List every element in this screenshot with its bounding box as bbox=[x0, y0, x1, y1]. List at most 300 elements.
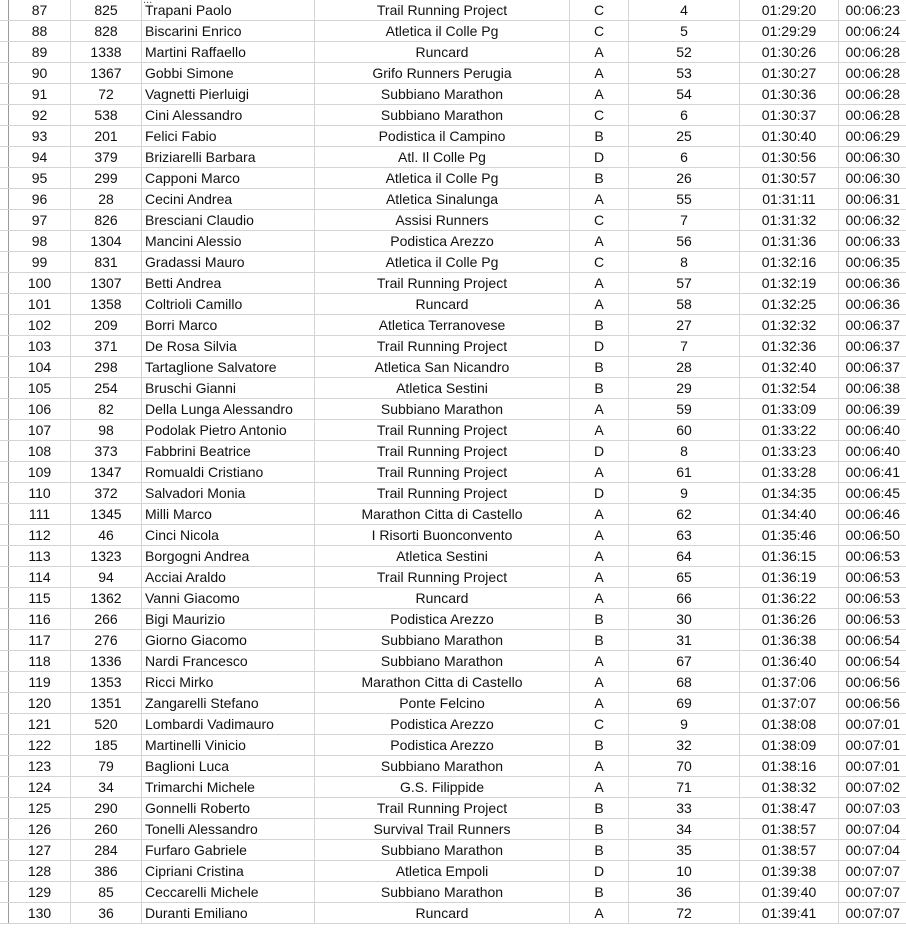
cell-athlete-name[interactable]: Salvadori Monia bbox=[142, 483, 315, 504]
cell-team[interactable]: Atletica Empoli bbox=[315, 861, 570, 882]
cell-position[interactable]: 104 bbox=[9, 357, 71, 378]
cell-category[interactable]: A bbox=[570, 525, 629, 546]
cell-category[interactable]: A bbox=[570, 63, 629, 84]
row-header-edge[interactable] bbox=[0, 399, 9, 420]
cell-athlete-name[interactable]: Gradassi Mauro bbox=[142, 252, 315, 273]
cell-athlete-name[interactable]: Cinci Nicola bbox=[142, 525, 315, 546]
cell-category-position[interactable]: 54 bbox=[629, 84, 740, 105]
cell-category-position[interactable]: 26 bbox=[629, 168, 740, 189]
row-header-edge[interactable] bbox=[0, 315, 9, 336]
row-header-edge[interactable] bbox=[0, 735, 9, 756]
cell-category-position[interactable]: 59 bbox=[629, 399, 740, 420]
cell-category[interactable]: D bbox=[570, 147, 629, 168]
row-header-edge[interactable] bbox=[0, 294, 9, 315]
cell-team[interactable]: Trail Running Project bbox=[315, 462, 570, 483]
cell-category[interactable]: A bbox=[570, 651, 629, 672]
cell-position[interactable]: 128 bbox=[9, 861, 71, 882]
cell-category[interactable]: B bbox=[570, 168, 629, 189]
cell-athlete-name[interactable]: Romualdi Cristiano bbox=[142, 462, 315, 483]
cell-athlete-name[interactable]: Martini Raffaello bbox=[142, 42, 315, 63]
cell-pace[interactable]: 00:06:37 bbox=[839, 357, 906, 378]
cell-athlete-name[interactable]: Giorno Giacomo bbox=[142, 630, 315, 651]
cell-pace[interactable]: 00:06:23 bbox=[839, 0, 906, 21]
cell-category[interactable]: B bbox=[570, 378, 629, 399]
row-header-edge[interactable] bbox=[0, 168, 9, 189]
cell-category-position[interactable]: 10 bbox=[629, 861, 740, 882]
cell-bib-number[interactable]: 1347 bbox=[71, 462, 142, 483]
cell-team[interactable]: Trail Running Project bbox=[315, 441, 570, 462]
cell-category[interactable]: A bbox=[570, 399, 629, 420]
cell-finish-time[interactable]: 01:32:36 bbox=[740, 336, 839, 357]
cell-finish-time[interactable]: 01:38:08 bbox=[740, 714, 839, 735]
cell-bib-number[interactable]: 79 bbox=[71, 756, 142, 777]
cell-pace[interactable]: 00:06:40 bbox=[839, 420, 906, 441]
cell-bib-number[interactable]: 85 bbox=[71, 882, 142, 903]
cell-position[interactable]: 87 bbox=[9, 0, 71, 21]
cell-finish-time[interactable]: 01:38:16 bbox=[740, 756, 839, 777]
cell-pace[interactable]: 00:06:53 bbox=[839, 588, 906, 609]
cell-team[interactable]: Podistica il Campino bbox=[315, 126, 570, 147]
row-header-edge[interactable] bbox=[0, 231, 9, 252]
cell-pace[interactable]: 00:06:53 bbox=[839, 567, 906, 588]
cell-pace[interactable]: 00:07:03 bbox=[839, 798, 906, 819]
cell-bib-number[interactable]: 46 bbox=[71, 525, 142, 546]
cell-athlete-name[interactable]: Coltrioli Camillo bbox=[142, 294, 315, 315]
cell-category-position[interactable]: 64 bbox=[629, 546, 740, 567]
cell-bib-number[interactable]: 260 bbox=[71, 819, 142, 840]
cell-team[interactable]: Podistica Arezzo bbox=[315, 735, 570, 756]
cell-pace[interactable]: 00:06:41 bbox=[839, 462, 906, 483]
cell-bib-number[interactable]: 386 bbox=[71, 861, 142, 882]
row-header-edge[interactable] bbox=[0, 567, 9, 588]
row-header-edge[interactable] bbox=[0, 756, 9, 777]
cell-position[interactable]: 100 bbox=[9, 273, 71, 294]
row-header-edge[interactable] bbox=[0, 252, 9, 273]
cell-category-position[interactable]: 9 bbox=[629, 714, 740, 735]
cell-category[interactable]: A bbox=[570, 903, 629, 924]
cell-category-position[interactable]: 25 bbox=[629, 126, 740, 147]
cell-finish-time[interactable]: 01:36:26 bbox=[740, 609, 839, 630]
cell-team[interactable]: Assisi Runners bbox=[315, 210, 570, 231]
cell-category-position[interactable]: 6 bbox=[629, 147, 740, 168]
cell-athlete-name[interactable]: Cini Alessandro bbox=[142, 105, 315, 126]
cell-position[interactable]: 91 bbox=[9, 84, 71, 105]
cell-category[interactable]: B bbox=[570, 798, 629, 819]
cell-team[interactable]: Subbiano Marathon bbox=[315, 651, 570, 672]
cell-category-position[interactable]: 31 bbox=[629, 630, 740, 651]
cell-team[interactable]: Podistica Arezzo bbox=[315, 714, 570, 735]
cell-finish-time[interactable]: 01:33:28 bbox=[740, 462, 839, 483]
cell-bib-number[interactable]: 284 bbox=[71, 840, 142, 861]
cell-team[interactable]: Subbiano Marathon bbox=[315, 105, 570, 126]
cell-position[interactable]: 101 bbox=[9, 294, 71, 315]
cell-team[interactable]: G.S. Filippide bbox=[315, 777, 570, 798]
row-header-edge[interactable] bbox=[0, 483, 9, 504]
cell-athlete-name[interactable]: Della Lunga Alessandro bbox=[142, 399, 315, 420]
cell-position[interactable]: 118 bbox=[9, 651, 71, 672]
cell-team[interactable]: Runcard bbox=[315, 903, 570, 924]
cell-pace[interactable]: 00:06:37 bbox=[839, 315, 906, 336]
cell-bib-number[interactable]: 266 bbox=[71, 609, 142, 630]
cell-finish-time[interactable]: 01:38:57 bbox=[740, 819, 839, 840]
cell-bib-number[interactable]: 1304 bbox=[71, 231, 142, 252]
cell-athlete-name[interactable]: Biscarini Enrico bbox=[142, 21, 315, 42]
cell-category-position[interactable]: 70 bbox=[629, 756, 740, 777]
cell-pace[interactable]: 00:06:56 bbox=[839, 672, 906, 693]
cell-athlete-name[interactable]: Baglioni Luca bbox=[142, 756, 315, 777]
cell-position[interactable]: 108 bbox=[9, 441, 71, 462]
cell-bib-number[interactable]: 82 bbox=[71, 399, 142, 420]
cell-position[interactable]: 106 bbox=[9, 399, 71, 420]
cell-category[interactable]: A bbox=[570, 294, 629, 315]
cell-bib-number[interactable]: 1307 bbox=[71, 273, 142, 294]
cell-position[interactable]: 98 bbox=[9, 231, 71, 252]
row-header-edge[interactable] bbox=[0, 462, 9, 483]
cell-pace[interactable]: 00:07:04 bbox=[839, 819, 906, 840]
cell-category-position[interactable]: 34 bbox=[629, 819, 740, 840]
cell-pace[interactable]: 00:06:32 bbox=[839, 210, 906, 231]
cell-position[interactable]: 123 bbox=[9, 756, 71, 777]
row-header-edge[interactable] bbox=[0, 840, 9, 861]
cell-team[interactable]: Atletica San Nicandro bbox=[315, 357, 570, 378]
cell-athlete-name[interactable]: Borri Marco bbox=[142, 315, 315, 336]
cell-bib-number[interactable]: 1351 bbox=[71, 693, 142, 714]
row-header-edge[interactable] bbox=[0, 504, 9, 525]
row-header-edge[interactable] bbox=[0, 273, 9, 294]
cell-category[interactable]: C bbox=[570, 714, 629, 735]
cell-category[interactable]: B bbox=[570, 357, 629, 378]
cell-athlete-name[interactable]: Betti Andrea bbox=[142, 273, 315, 294]
row-header-edge[interactable] bbox=[0, 0, 9, 21]
cell-category[interactable]: B bbox=[570, 735, 629, 756]
cell-category-position[interactable]: 7 bbox=[629, 336, 740, 357]
row-header-edge[interactable] bbox=[0, 525, 9, 546]
cell-finish-time[interactable]: 01:31:36 bbox=[740, 231, 839, 252]
cell-team[interactable]: Subbiano Marathon bbox=[315, 756, 570, 777]
cell-athlete-name[interactable]: Lombardi Vadimauro bbox=[142, 714, 315, 735]
cell-position[interactable]: 120 bbox=[9, 693, 71, 714]
row-header-edge[interactable] bbox=[0, 903, 9, 924]
cell-athlete-name[interactable]: Borgogni Andrea bbox=[142, 546, 315, 567]
cell-team[interactable]: I Risorti Buonconvento bbox=[315, 525, 570, 546]
cell-category-position[interactable]: 68 bbox=[629, 672, 740, 693]
cell-position[interactable]: 126 bbox=[9, 819, 71, 840]
cell-finish-time[interactable]: 01:30:36 bbox=[740, 84, 839, 105]
cell-position[interactable]: 130 bbox=[9, 903, 71, 924]
cell-bib-number[interactable]: 276 bbox=[71, 630, 142, 651]
cell-category-position[interactable]: 56 bbox=[629, 231, 740, 252]
cell-athlete-name[interactable]: Duranti Emiliano bbox=[142, 903, 315, 924]
cell-category[interactable]: D bbox=[570, 483, 629, 504]
cell-pace[interactable]: 00:06:46 bbox=[839, 504, 906, 525]
cell-team[interactable]: Atletica Sinalunga bbox=[315, 189, 570, 210]
cell-bib-number[interactable]: 34 bbox=[71, 777, 142, 798]
cell-position[interactable]: 113 bbox=[9, 546, 71, 567]
cell-position[interactable]: 103 bbox=[9, 336, 71, 357]
cell-finish-time[interactable]: 01:31:11 bbox=[740, 189, 839, 210]
cell-athlete-name[interactable]: Tonelli Alessandro bbox=[142, 819, 315, 840]
cell-finish-time[interactable]: 01:38:09 bbox=[740, 735, 839, 756]
cell-position[interactable]: 115 bbox=[9, 588, 71, 609]
cell-position[interactable]: 95 bbox=[9, 168, 71, 189]
cell-bib-number[interactable]: 373 bbox=[71, 441, 142, 462]
cell-position[interactable]: 129 bbox=[9, 882, 71, 903]
cell-finish-time[interactable]: 01:30:57 bbox=[740, 168, 839, 189]
cell-athlete-name[interactable]: Podolak Pietro Antonio bbox=[142, 420, 315, 441]
cell-category-position[interactable]: 28 bbox=[629, 357, 740, 378]
cell-finish-time[interactable]: 01:36:40 bbox=[740, 651, 839, 672]
cell-category[interactable]: A bbox=[570, 84, 629, 105]
cell-position[interactable]: 107 bbox=[9, 420, 71, 441]
cell-position[interactable]: 94 bbox=[9, 147, 71, 168]
cell-category[interactable]: A bbox=[570, 672, 629, 693]
cell-team[interactable]: Runcard bbox=[315, 588, 570, 609]
cell-category[interactable]: B bbox=[570, 315, 629, 336]
cell-pace[interactable]: 00:06:31 bbox=[839, 189, 906, 210]
cell-athlete-name[interactable]: Tartaglione Salvatore bbox=[142, 357, 315, 378]
cell-pace[interactable]: 00:06:36 bbox=[839, 294, 906, 315]
cell-finish-time[interactable]: 01:37:07 bbox=[740, 693, 839, 714]
cell-bib-number[interactable]: 299 bbox=[71, 168, 142, 189]
cell-position[interactable]: 93 bbox=[9, 126, 71, 147]
cell-pace[interactable]: 00:07:07 bbox=[839, 903, 906, 924]
cell-category[interactable]: B bbox=[570, 882, 629, 903]
cell-category[interactable]: D bbox=[570, 441, 629, 462]
cell-category[interactable]: A bbox=[570, 693, 629, 714]
cell-athlete-name[interactable]: Briziarelli Barbara bbox=[142, 147, 315, 168]
cell-position[interactable]: 102 bbox=[9, 315, 71, 336]
cell-finish-time[interactable]: 01:31:32 bbox=[740, 210, 839, 231]
cell-finish-time[interactable]: 01:30:40 bbox=[740, 126, 839, 147]
cell-category-position[interactable]: 72 bbox=[629, 903, 740, 924]
row-header-edge[interactable] bbox=[0, 798, 9, 819]
cell-category[interactable]: A bbox=[570, 231, 629, 252]
cell-team[interactable]: Podistica Arezzo bbox=[315, 609, 570, 630]
row-header-edge[interactable] bbox=[0, 42, 9, 63]
cell-team[interactable]: Subbiano Marathon bbox=[315, 84, 570, 105]
cell-finish-time[interactable]: 01:39:40 bbox=[740, 882, 839, 903]
cell-category-position[interactable]: 33 bbox=[629, 798, 740, 819]
cell-athlete-name[interactable]: Martinelli Vinicio bbox=[142, 735, 315, 756]
cell-category-position[interactable]: 32 bbox=[629, 735, 740, 756]
cell-position[interactable]: 110 bbox=[9, 483, 71, 504]
cell-category[interactable]: C bbox=[570, 105, 629, 126]
cell-pace[interactable]: 00:06:28 bbox=[839, 105, 906, 126]
cell-team[interactable]: Trail Running Project bbox=[315, 483, 570, 504]
cell-pace[interactable]: 00:06:37 bbox=[839, 336, 906, 357]
cell-team[interactable]: Podistica Arezzo bbox=[315, 231, 570, 252]
cell-bib-number[interactable]: 371 bbox=[71, 336, 142, 357]
cell-athlete-name[interactable]: Bruschi Gianni bbox=[142, 378, 315, 399]
cell-position[interactable]: 122 bbox=[9, 735, 71, 756]
row-header-edge[interactable] bbox=[0, 84, 9, 105]
cell-finish-time[interactable]: 01:37:06 bbox=[740, 672, 839, 693]
cell-bib-number[interactable]: 185 bbox=[71, 735, 142, 756]
cell-pace[interactable]: 00:07:07 bbox=[839, 882, 906, 903]
cell-category-position[interactable]: 53 bbox=[629, 63, 740, 84]
cell-bib-number[interactable]: 538 bbox=[71, 105, 142, 126]
cell-category-position[interactable]: 36 bbox=[629, 882, 740, 903]
cell-athlete-name[interactable]: Zangarelli Stefano bbox=[142, 693, 315, 714]
cell-finish-time[interactable]: 01:32:19 bbox=[740, 273, 839, 294]
cell-pace[interactable]: 00:06:40 bbox=[839, 441, 906, 462]
cell-team[interactable]: Atletica il Colle Pg bbox=[315, 168, 570, 189]
cell-category[interactable]: A bbox=[570, 420, 629, 441]
row-header-edge[interactable] bbox=[0, 357, 9, 378]
cell-finish-time[interactable]: 01:35:46 bbox=[740, 525, 839, 546]
cell-athlete-name[interactable]: Cecini Andrea bbox=[142, 189, 315, 210]
cell-bib-number[interactable]: 379 bbox=[71, 147, 142, 168]
cell-category-position[interactable]: 71 bbox=[629, 777, 740, 798]
cell-pace[interactable]: 00:06:28 bbox=[839, 84, 906, 105]
row-header-edge[interactable] bbox=[0, 105, 9, 126]
cell-pace[interactable]: 00:07:01 bbox=[839, 735, 906, 756]
cell-category-position[interactable]: 61 bbox=[629, 462, 740, 483]
cell-athlete-name[interactable]: Fabbrini Beatrice bbox=[142, 441, 315, 462]
cell-finish-time[interactable]: 01:34:35 bbox=[740, 483, 839, 504]
cell-team[interactable]: Runcard bbox=[315, 294, 570, 315]
cell-category[interactable]: A bbox=[570, 756, 629, 777]
cell-finish-time[interactable]: 01:33:22 bbox=[740, 420, 839, 441]
cell-pace[interactable]: 00:06:28 bbox=[839, 42, 906, 63]
row-header-edge[interactable] bbox=[0, 126, 9, 147]
row-header-edge[interactable] bbox=[0, 147, 9, 168]
cell-category[interactable]: C bbox=[570, 210, 629, 231]
cell-pace[interactable]: 00:06:33 bbox=[839, 231, 906, 252]
cell-finish-time[interactable]: 01:36:19 bbox=[740, 567, 839, 588]
cell-pace[interactable]: 00:06:56 bbox=[839, 693, 906, 714]
cell-category-position[interactable]: 66 bbox=[629, 588, 740, 609]
cell-category[interactable]: A bbox=[570, 588, 629, 609]
cell-team[interactable]: Atletica il Colle Pg bbox=[315, 21, 570, 42]
row-header-edge[interactable] bbox=[0, 609, 9, 630]
cell-bib-number[interactable]: 1362 bbox=[71, 588, 142, 609]
row-header-edge[interactable] bbox=[0, 777, 9, 798]
row-header-edge[interactable] bbox=[0, 651, 9, 672]
row-header-edge[interactable] bbox=[0, 861, 9, 882]
cell-finish-time[interactable]: 01:32:40 bbox=[740, 357, 839, 378]
cell-category[interactable]: B bbox=[570, 630, 629, 651]
cell-pace[interactable]: 00:06:54 bbox=[839, 630, 906, 651]
cell-finish-time[interactable]: 01:38:47 bbox=[740, 798, 839, 819]
cell-category[interactable]: B bbox=[570, 609, 629, 630]
cell-position[interactable]: 99 bbox=[9, 252, 71, 273]
cell-finish-time[interactable]: 01:38:32 bbox=[740, 777, 839, 798]
cell-athlete-name[interactable]: Vanni Giacomo bbox=[142, 588, 315, 609]
row-header-edge[interactable] bbox=[0, 714, 9, 735]
cell-finish-time[interactable]: 01:33:09 bbox=[740, 399, 839, 420]
cell-bib-number[interactable]: 1353 bbox=[71, 672, 142, 693]
cell-bib-number[interactable]: 298 bbox=[71, 357, 142, 378]
cell-category-position[interactable]: 67 bbox=[629, 651, 740, 672]
cell-pace[interactable]: 00:07:07 bbox=[839, 861, 906, 882]
row-header-edge[interactable] bbox=[0, 378, 9, 399]
cell-pace[interactable]: 00:06:45 bbox=[839, 483, 906, 504]
cell-bib-number[interactable]: 290 bbox=[71, 798, 142, 819]
cell-category[interactable]: B bbox=[570, 840, 629, 861]
cell-category[interactable]: A bbox=[570, 189, 629, 210]
cell-bib-number[interactable]: 254 bbox=[71, 378, 142, 399]
cell-team[interactable]: Subbiano Marathon bbox=[315, 840, 570, 861]
cell-position[interactable]: 105 bbox=[9, 378, 71, 399]
cell-athlete-name[interactable]: Cipriani Cristina bbox=[142, 861, 315, 882]
cell-finish-time[interactable]: 01:34:40 bbox=[740, 504, 839, 525]
cell-category-position[interactable]: 27 bbox=[629, 315, 740, 336]
cell-finish-time[interactable]: 01:39:41 bbox=[740, 903, 839, 924]
cell-finish-time[interactable]: 01:32:16 bbox=[740, 252, 839, 273]
cell-category-position[interactable]: 65 bbox=[629, 567, 740, 588]
cell-finish-time[interactable]: 01:30:27 bbox=[740, 63, 839, 84]
cell-category-position[interactable]: 8 bbox=[629, 441, 740, 462]
cell-finish-time[interactable]: 01:36:22 bbox=[740, 588, 839, 609]
cell-category-position[interactable]: 30 bbox=[629, 609, 740, 630]
cell-pace[interactable]: 00:07:02 bbox=[839, 777, 906, 798]
cell-bib-number[interactable]: 72 bbox=[71, 84, 142, 105]
cell-bib-number[interactable]: 831 bbox=[71, 252, 142, 273]
cell-finish-time[interactable]: 01:32:32 bbox=[740, 315, 839, 336]
cell-athlete-name[interactable]: Felici Fabio bbox=[142, 126, 315, 147]
cell-category-position[interactable]: 9 bbox=[629, 483, 740, 504]
cell-bib-number[interactable]: 826 bbox=[71, 210, 142, 231]
cell-finish-time[interactable]: 01:39:38 bbox=[740, 861, 839, 882]
cell-team[interactable]: Ponte Felcino bbox=[315, 693, 570, 714]
cell-category-position[interactable]: 4 bbox=[629, 0, 740, 21]
row-header-edge[interactable] bbox=[0, 21, 9, 42]
cell-bib-number[interactable]: 1338 bbox=[71, 42, 142, 63]
cell-bib-number[interactable]: 520 bbox=[71, 714, 142, 735]
cell-bib-number[interactable]: 28 bbox=[71, 189, 142, 210]
cell-category-position[interactable]: 7 bbox=[629, 210, 740, 231]
cell-category-position[interactable]: 6 bbox=[629, 105, 740, 126]
cell-category[interactable]: A bbox=[570, 42, 629, 63]
cell-position[interactable]: 111 bbox=[9, 504, 71, 525]
cell-position[interactable]: 90 bbox=[9, 63, 71, 84]
cell-bib-number[interactable]: 1336 bbox=[71, 651, 142, 672]
cell-team[interactable]: Marathon Citta di Castello bbox=[315, 672, 570, 693]
cell-team[interactable]: Atletica Terranovese bbox=[315, 315, 570, 336]
cell-bib-number[interactable]: 1358 bbox=[71, 294, 142, 315]
cell-finish-time[interactable]: 01:36:38 bbox=[740, 630, 839, 651]
cell-category-position[interactable]: 62 bbox=[629, 504, 740, 525]
cell-pace[interactable]: 00:07:01 bbox=[839, 714, 906, 735]
cell-finish-time[interactable]: 01:30:56 bbox=[740, 147, 839, 168]
cell-bib-number[interactable]: 94 bbox=[71, 567, 142, 588]
cell-pace[interactable]: 00:06:39 bbox=[839, 399, 906, 420]
cell-athlete-name[interactable]: Milli Marco bbox=[142, 504, 315, 525]
cell-pace[interactable]: 00:06:30 bbox=[839, 168, 906, 189]
cell-category[interactable]: C bbox=[570, 21, 629, 42]
cell-athlete-name[interactable]: Trapani Paolo bbox=[142, 0, 315, 21]
cell-pace[interactable]: 00:06:24 bbox=[839, 21, 906, 42]
cell-finish-time[interactable]: 01:32:54 bbox=[740, 378, 839, 399]
cell-team[interactable]: Atletica Sestini bbox=[315, 378, 570, 399]
cell-pace[interactable]: 00:06:53 bbox=[839, 546, 906, 567]
cell-athlete-name[interactable]: Vagnetti Pierluigi bbox=[142, 84, 315, 105]
row-header-edge[interactable] bbox=[0, 441, 9, 462]
cell-position[interactable]: 89 bbox=[9, 42, 71, 63]
row-header-edge[interactable] bbox=[0, 420, 9, 441]
cell-athlete-name[interactable]: Furfaro Gabriele bbox=[142, 840, 315, 861]
cell-position[interactable]: 114 bbox=[9, 567, 71, 588]
cell-pace[interactable]: 00:06:53 bbox=[839, 609, 906, 630]
cell-athlete-name[interactable]: Bigi Maurizio bbox=[142, 609, 315, 630]
cell-team[interactable]: Marathon Citta di Castello bbox=[315, 504, 570, 525]
cell-pace[interactable]: 00:06:29 bbox=[839, 126, 906, 147]
cell-team[interactable]: Atletica il Colle Pg bbox=[315, 252, 570, 273]
row-header-edge[interactable] bbox=[0, 588, 9, 609]
cell-pace[interactable]: 00:07:04 bbox=[839, 840, 906, 861]
cell-pace[interactable]: 00:06:38 bbox=[839, 378, 906, 399]
